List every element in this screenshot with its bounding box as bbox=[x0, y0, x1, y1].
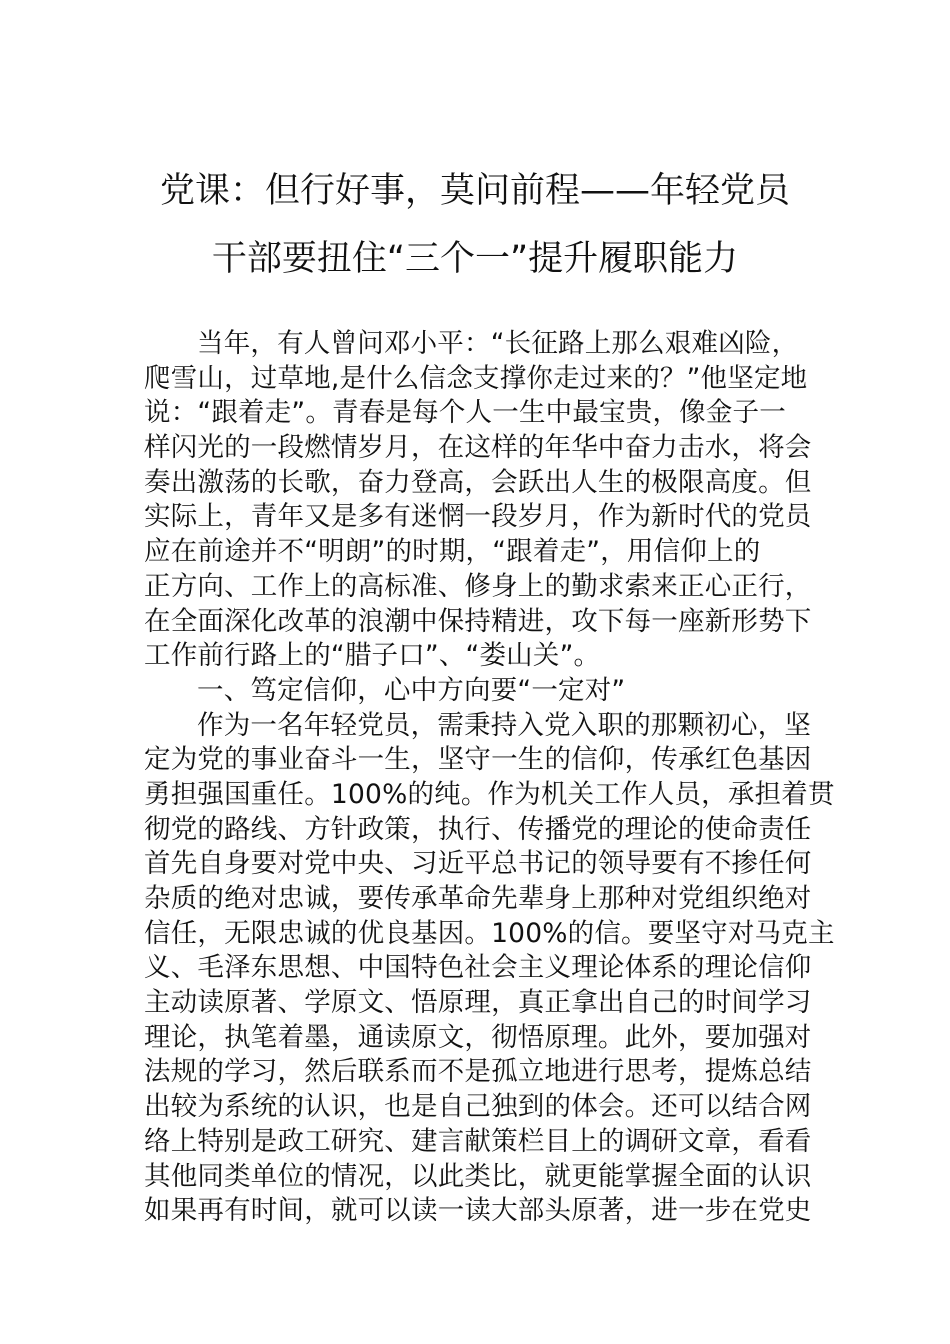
body-line: 信任，无限忠诚的优良基因。100%的信。要坚守对马克主 bbox=[144, 917, 835, 949]
body-line: 定为党的事业奋斗一生，坚守一生的信仰，传承红色基因 bbox=[144, 744, 812, 776]
body-line: 样闪光的一段燃情岁月，在这样的年华中奋力击水，将会 bbox=[144, 432, 812, 464]
body-line: 如果再有时间，就可以读一读大部头原著，进一步在党史 bbox=[144, 1195, 812, 1227]
body-line: 法规的学习，然后联系而不是孤立地进行思考，提炼总结 bbox=[144, 1056, 812, 1088]
body-line: 首先自身要对党中央、习近平总书记的领导要有不掺任何 bbox=[144, 848, 812, 880]
body-line: 奏出激荡的长歌，奋力登高，会跃出人生的极限高度。但 bbox=[144, 466, 812, 498]
body-line: 义、毛泽东思想、中国特色社会主义理论体系的理论信仰 bbox=[144, 952, 812, 984]
document-title-line-1: 党课：但行好事，莫问前程——年轻党员 bbox=[159, 171, 790, 211]
body-line: 勇担强国重任。100%的纯。作为机关工作人员，承担着贯 bbox=[144, 778, 835, 810]
body-line: 主动读原著、学原文、悟原理，真正拿出自己的时间学习 bbox=[144, 987, 812, 1019]
body-line: 其他同类单位的情况，以此类比，就更能掌握全面的认识 bbox=[144, 1160, 812, 1192]
body-line: 正方向、工作上的高标准、修身上的勤求索来正心正行， bbox=[144, 570, 812, 602]
body-line: 应在前途并不“明朗”的时期，“跟着走”，用信仰上的 bbox=[144, 536, 761, 568]
body-line: 在全面深化改革的浪潮中保持精进，攻下每一座新形势下 bbox=[144, 605, 812, 637]
body-line: 爬雪山，过草地,是什么信念支撑你走过来的？”他坚定地 bbox=[144, 362, 808, 394]
body-line: 理论，执笔着墨，通读原文，彻悟原理。此外，要加强对 bbox=[144, 1021, 812, 1053]
body-line: 络上特别是政工研究、建言献策栏目上的调研文章，看看 bbox=[144, 1125, 812, 1157]
section-heading: 一、笃定信仰，心中方向要“一定对” bbox=[197, 674, 626, 706]
body-line: 出较为系统的认识，也是自己独到的体会。还可以结合网 bbox=[144, 1091, 812, 1123]
body-line: 工作前行路上的“腊子口”、“娄山关”。 bbox=[144, 640, 601, 672]
body-line: 杂质的绝对忠诚，要传承革命先辈身上那种对党组织绝对 bbox=[144, 883, 812, 914]
document-title-line-2: 干部要扭住“三个一”提升履职能力 bbox=[211, 239, 739, 279]
document-body bbox=[144, 327, 835, 1229]
body-line: 彻党的路线、方针政策，执行、传播党的理论的使命责任 bbox=[144, 813, 812, 845]
body-line: 说：“跟着走”。青春是每个人一生中最宝贵，像金子一 bbox=[144, 397, 786, 429]
body-line: 当年，有人曾问邓小平：“长征路上那么艰难凶险， bbox=[197, 328, 799, 359]
body-line: 实际上，青年又是多有迷惘一段岁月，作为新时代的党员 bbox=[144, 501, 812, 533]
body-line: 作为一名年轻党员，需秉持入党入职的那颗初心，坚 bbox=[197, 709, 812, 741]
